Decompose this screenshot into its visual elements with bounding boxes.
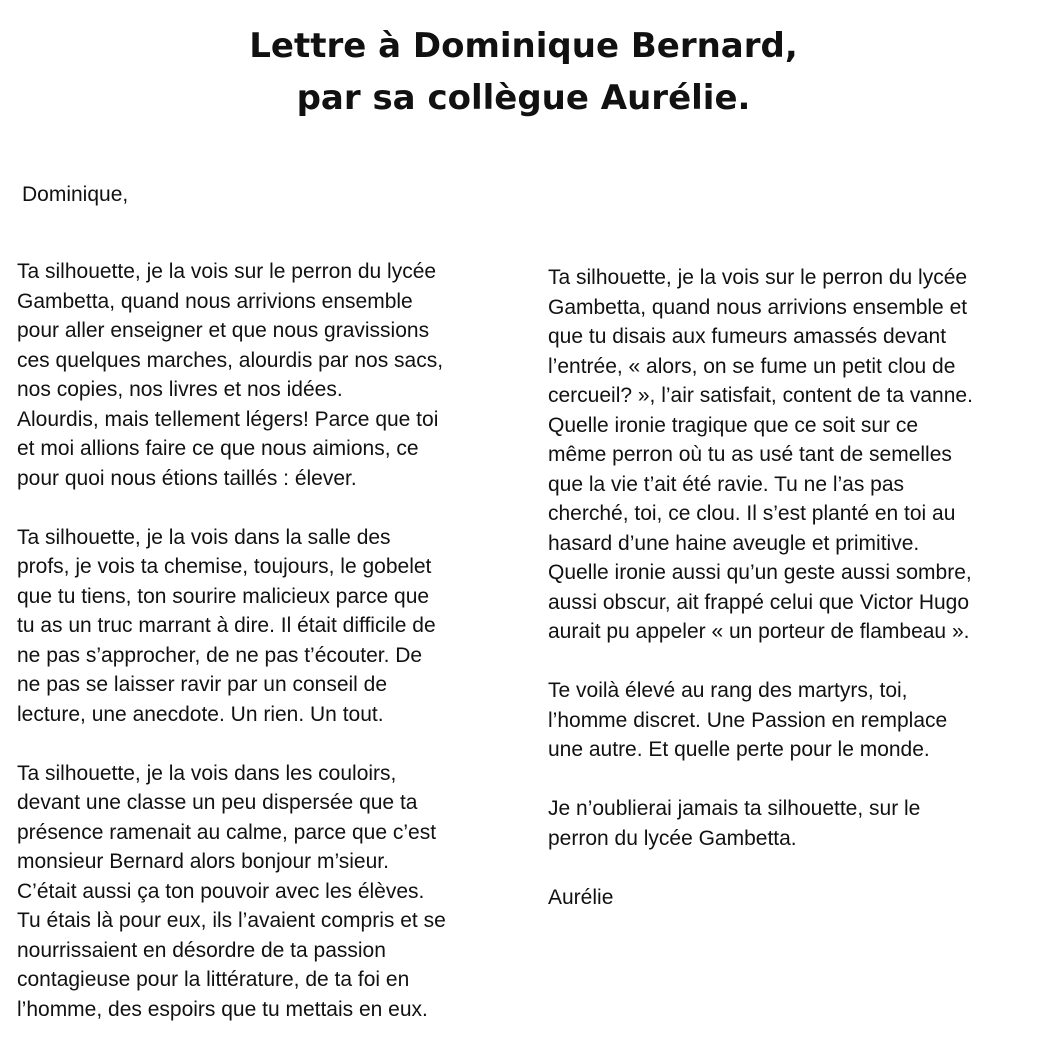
text-line: tu as un truc marrant à dire. Il était difficile de (17, 614, 436, 637)
text-line: l’homme discret. Une Passion en remplace (548, 708, 948, 732)
text-line: pour aller enseigner et que nous gravissions (17, 319, 430, 342)
text-line: que tu tiens, ton sourire malicieux parce que (17, 584, 430, 608)
text-line: Ta silhouette, je la vois sur le perron du lycée (17, 260, 437, 283)
text-line: profs, je vois ta chemise, toujours, le gobelet (17, 555, 432, 578)
text-line: même perron où tu as usé tant de semelles (548, 443, 952, 466)
text-line: Gambetta, quand nous arrivions ensemble (17, 289, 413, 313)
title-line: Lettre à Dominique Bernard, (249, 26, 798, 66)
text-line: hasard d’une haine aveugle et primitive. (548, 531, 920, 555)
text-line: Quelle ironie tragique que ce soit sur ce (548, 413, 919, 437)
paragraph (548, 263, 1043, 647)
text-line: ne pas s’approcher, de ne pas t’écouter. De (17, 643, 423, 667)
text-line: l’homme, des espoirs que tu mettais en eux. (17, 997, 428, 1021)
text-line: nos copies, nos livres et nos idées. (17, 378, 343, 401)
text-line: aurait pu appeler « un porteur de flambeau ». (548, 620, 970, 643)
text-line: Ta silhouette, je la vois sur le perron du lycée (548, 266, 968, 289)
salutation: Dominique, (22, 183, 129, 206)
letter-title (0, 20, 1047, 124)
text-line: Ta silhouette, je la vois dans la salle des (17, 525, 391, 549)
left-column (17, 257, 517, 1024)
text-line: présence ramenait au calme, parce que c’est (17, 820, 437, 844)
text-line: et moi allions faire ce que nous aimions, ce (17, 437, 419, 460)
text-line: perron du lycée Gambetta. (548, 826, 797, 850)
text-line: Ta silhouette, je la vois dans les couloirs, (17, 761, 397, 785)
paragraph (548, 883, 1043, 913)
text-line: aussi obscur, ait frappé celui que Victor Hugo (548, 590, 970, 614)
text-line: ne pas se laisser ravir par un conseil de (17, 673, 388, 696)
text-line: Te voilà élevé au rang des martyrs, toi, (548, 679, 908, 702)
text-line: contagieuse pour la littérature, de ta foi en (17, 968, 410, 991)
text-line: Alourdis, mais tellement légers! Parce que toi (17, 407, 439, 431)
right-column (548, 263, 1043, 912)
text-line: ces quelques marches, alourdis par nos sacs, (17, 348, 444, 372)
text-line: Tu étais là pour eux, ils l’avaient compris et se (17, 909, 446, 932)
paragraph (17, 759, 517, 1025)
text-line: monsieur Bernard alors bonjour m’sieur. (17, 850, 389, 873)
text-line: Gambetta, quand nous arrivions ensemble et (548, 295, 968, 319)
text-line: Je n’oublierai jamais ta silhouette, sur le (548, 797, 921, 820)
text-line: que la vie t’ait été ravie. Tu ne l’as pas (548, 472, 905, 496)
text-line: une autre. Et quelle perte pour le monde. (548, 738, 930, 761)
text-line: l’entrée, « alors, on se fume un petit clou de (548, 354, 956, 378)
text-line: Quelle ironie aussi qu’un geste aussi sombre, (548, 561, 972, 584)
paragraph (17, 257, 517, 493)
text-line: Aurélie (548, 885, 614, 909)
paragraph (17, 523, 517, 730)
paragraph (548, 794, 1043, 853)
text-line: lecture, une anecdote. Un rien. Un tout. (17, 702, 384, 726)
paragraph (548, 676, 1043, 765)
text-line: cercueil? », l’air satisfait, content de ta vanne. (548, 384, 973, 407)
text-line: pour quoi nous étions taillés : élever. (17, 466, 357, 490)
text-line: que tu disais aux fumeurs amassés devant (548, 325, 947, 348)
text-line: nourrissaient en désordre de ta passion (17, 938, 386, 962)
title-line: par sa collègue Aurélie. (296, 78, 751, 118)
text-line: cherché, toi, ce clou. Il s’est planté en toi au (548, 502, 956, 525)
text-line: C’était aussi ça ton pouvoir avec les élèves. (17, 879, 425, 903)
text-line: devant une classe un peu dispersée que ta (17, 791, 418, 814)
